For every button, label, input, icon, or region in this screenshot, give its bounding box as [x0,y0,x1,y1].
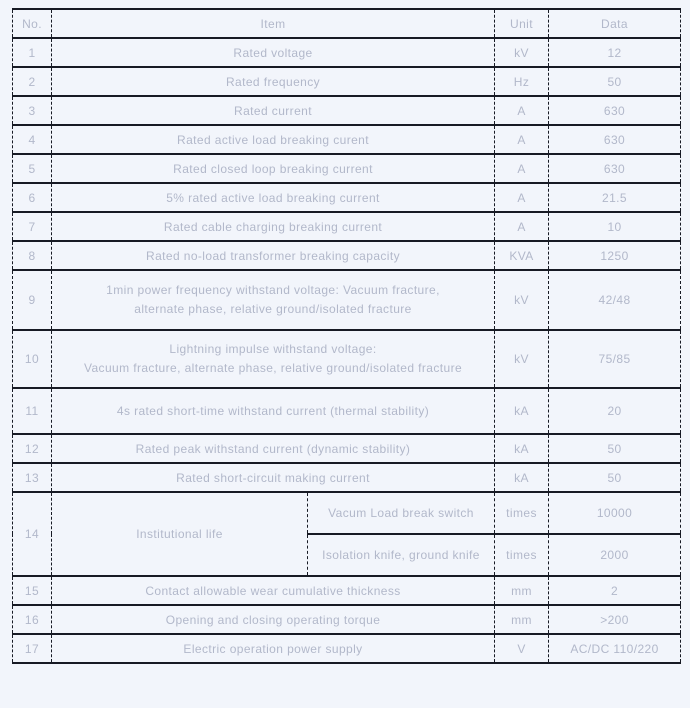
cell-unit: A [495,183,549,212]
item-line: 1min power frequency withstand voltage: Vacuum fracture, [106,283,440,297]
cell-item: 5% rated active load breaking current [52,183,495,212]
table-header-row [13,9,681,38]
header-item: Item [52,9,495,38]
cell-data: 2 [549,576,681,605]
cell-data: 50 [549,434,681,463]
item-line: Vacuum fracture, alternate phase, relative ground/isolated fracture [83,361,463,375]
cell-unit: times [495,492,549,534]
table-row [13,492,681,534]
cell-data: 630 [549,125,681,154]
cell-unit: V [495,634,549,663]
cell-unit: A [495,96,549,125]
cell-no: 6 [13,183,52,212]
cell-unit: kV [495,330,549,388]
cell-item [52,270,495,330]
cell-no: 16 [13,605,52,634]
cell-sub-item: Vacum Load break switch [308,492,495,534]
cell-unit: A [495,125,549,154]
cell-item: Rated closed loop breaking current [52,154,495,183]
cell-sub-item: Isolation knife, ground knife [308,534,495,576]
cell-data: AC/DC 110/220 [549,634,681,663]
cell-no: 9 [13,270,52,330]
table-row [13,634,681,663]
cell-unit: mm [495,576,549,605]
cell-unit: kA [495,434,549,463]
table-row [13,241,681,270]
cell-unit: kA [495,388,549,434]
table-row [13,67,681,96]
cell-item: Opening and closing operating torque [52,605,495,634]
cell-no: 15 [13,576,52,605]
table-row [13,605,681,634]
cell-item: Rated voltage [52,38,495,67]
cell-unit: kA [495,463,549,492]
cell-item: Rated short-circuit making current [52,463,495,492]
cell-data: 2000 [549,534,681,576]
cell-item: 4s rated short-time withstand current (thermal stability) [52,388,495,434]
cell-data: 75/85 [549,330,681,388]
cell-item: Rated frequency [52,67,495,96]
cell-no: 7 [13,212,52,241]
cell-unit: A [495,154,549,183]
cell-no: 13 [13,463,52,492]
cell-no: 14 [13,492,52,576]
cell-unit: times [495,534,549,576]
cell-data: 630 [549,154,681,183]
cell-no: 10 [13,330,52,388]
cell-data: 10000 [549,492,681,534]
cell-data: 10 [549,212,681,241]
cell-data: 21.5 [549,183,681,212]
cell-unit: Hz [495,67,549,96]
cell-no: 2 [13,67,52,96]
header-unit: Unit [495,9,549,38]
cell-no: 4 [13,125,52,154]
table-row [13,96,681,125]
item-line: Lightning impulse withstand voltage: [169,342,377,356]
table-row [13,154,681,183]
table-row [13,212,681,241]
cell-no: 3 [13,96,52,125]
cell-data: >200 [549,605,681,634]
cell-no: 8 [13,241,52,270]
table-row [13,330,681,388]
table-row [13,576,681,605]
cell-item: Rated active load breaking curent [52,125,495,154]
cell-data: 20 [549,388,681,434]
cell-data: 1250 [549,241,681,270]
cell-data: 42/48 [549,270,681,330]
cell-item: Rated current [52,96,495,125]
cell-no: 5 [13,154,52,183]
table-row [13,38,681,67]
cell-no: 1 [13,38,52,67]
cell-data: 12 [549,38,681,67]
cell-data: 630 [549,96,681,125]
cell-no: 11 [13,388,52,434]
cell-unit: mm [495,605,549,634]
table-row [13,434,681,463]
cell-unit: kV [495,38,549,67]
cell-item: Electric operation power supply [52,634,495,663]
item-line: alternate phase, relative ground/isolated fracture [134,302,412,316]
table-row [13,183,681,212]
cell-item: Rated peak withstand current (dynamic stability) [52,434,495,463]
table-row [13,388,681,434]
header-no: No. [13,9,52,38]
cell-item [52,330,495,388]
cell-item: Rated no-load transformer breaking capacity [52,241,495,270]
cell-unit: KVA [495,241,549,270]
cell-unit: kV [495,270,549,330]
cell-item: Contact allowable wear cumulative thickness [52,576,495,605]
spec-table [12,8,681,664]
cell-unit: A [495,212,549,241]
cell-item-group: Institutional life [52,492,308,576]
cell-no: 12 [13,434,52,463]
cell-data: 50 [549,463,681,492]
table-row [13,270,681,330]
cell-data: 50 [549,67,681,96]
header-data: Data [549,9,681,38]
table-row [13,125,681,154]
cell-item: Rated cable charging breaking current [52,212,495,241]
cell-no: 17 [13,634,52,663]
table-row [13,463,681,492]
